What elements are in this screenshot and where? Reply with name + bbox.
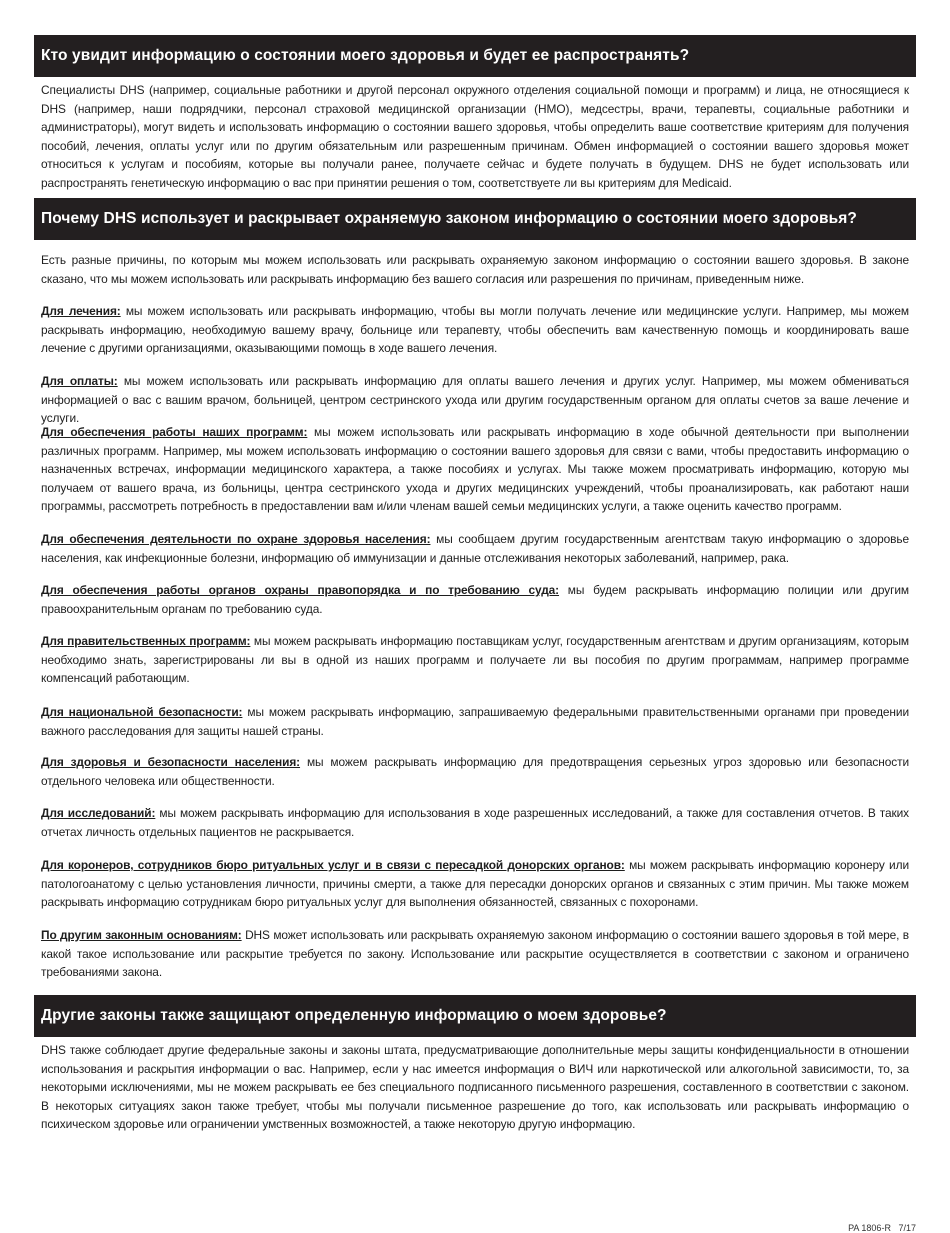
paragraph-text: мы можем раскрывать информацию для предотвращения серьезных угроз здоровью или безопасности отдельного человека или общественности.: [41, 755, 909, 788]
paragraph-public-health: [41, 530, 909, 567]
section-heading-other-laws: [34, 995, 916, 1037]
paragraph-who: Специалисты DHS (например, социальные работники и другой персонал окружного отделения социальной помощи и программ) и лица, не относящиеся к DHS (например, наши подрядчики, персонал страховой медицинской организации (HMO), медсестры, врачи, терапевты, социальные работники и администраторы), могут видеть и использовать информацию о состоянии вашего здоровья, чтобы определить ваше соответствие критериям для получения пособий, лечения, оплаты услуг или по другим обязательным или разрешенным причинам. Обмен информацией о состоянии вашего здоровья может относиться к услугам и пособиям, которые вы получали ранее, получаете сейчас и будете получать в будущем. DHS не будет использовать или распространять генетическую информацию о вас при принятии решения о том, соответствуете ли вы критериям для Medicaid.: [41, 83, 909, 190]
paragraph-government-programs: [41, 632, 909, 688]
paragraph-lead: Для оплаты:: [41, 374, 118, 388]
paragraph-lead: Для обеспечения деятельности по охране здоровья населения:: [41, 532, 431, 546]
section-heading-why: [34, 198, 916, 240]
paragraph-lead: Для обеспечения работы органов охраны правопорядка и по требованию суда:: [41, 583, 560, 597]
paragraph-text: мы можем раскрывать информацию для использования в ходе разрешенных исследований, а также для составления отчетов. В таких отчетах личность отдельных пациентов не раскрывается.: [41, 806, 910, 839]
section-heading-who: [34, 35, 916, 77]
form-number: PA 1806-R: [848, 1223, 891, 1233]
paragraph-research: [41, 804, 909, 841]
paragraph-text: мы будем раскрывать информацию полиции или другим правоохранительным органам по требованию суда.: [41, 583, 909, 616]
paragraph-text: DHS может использовать или раскрывать охраняемую законом информацию о состоянии вашего здоровья в той мере, в какой такое использование или раскрытие требуется по закону. Использование или раскрытие осуществляется в соответствии с законом и ограничено требованиями закона.: [41, 928, 909, 980]
paragraph-text: мы можем раскрывать информацию поставщикам услуг, государственным агентствам и другим организациям, которым необходимо знать, зарегистрированы ли вы в одной из наших программ и получаете ли вы пособия по другим программам, например программе компенсаций работающим.: [41, 634, 909, 686]
paragraph-text: мы можем раскрывать информацию коронеру или патологоанатому с целью установления личности, причины смерти, а также для пересадки донорских органов и связанных с этим причин. Мы также можем раскрывать информацию сотрудникам бюро ритуальных услуг для выполнения обязанностей, связанных с похоронами.: [41, 858, 909, 910]
paragraph-text: мы сообщаем другим государственным агентствам такую информацию о здоровье населения, как инфекционные болезни, информацию об иммунизации и данные отслеживания некоторых заболеваний, например, рака.: [41, 532, 909, 565]
paragraph-lead: Для коронеров, сотрудников бюро ритуальных услуг и в связи с пересадкой донорских органов:: [41, 858, 625, 872]
paragraph-programs: [41, 423, 909, 516]
paragraph-text: мы можем использовать или раскрывать информацию в ходе обычной деятельности при выполнении различных программ. Например, мы можем использовать информацию о состоянии вашего здоровья для связи с вами, чтобы предоставить информацию о назначенных встречах, информации медицинского характера, а также пособиях и услугах. Мы также можем просматривать информацию, которую мы получаем от вашего врача, из больницы, центра сестринского ухода и других медицинских учреждений, чтобы проанализировать, как работают наши программы, рассмотреть потребность в предоставлении вам и/или членам вашей семьи медицинских услуги, а также оценить качество программ.: [41, 425, 909, 514]
heading-text: Почему DHS использует и раскрывает охраняемую законом информацию о состоянии моего здоровья?: [41, 210, 857, 227]
paragraph-lead: Для здоровья и безопасности населения:: [41, 755, 301, 769]
paragraph-lead: Для лечения:: [41, 304, 121, 318]
form-footer: [848, 1223, 916, 1233]
paragraph-lead: Для обеспечения работы наших программ:: [41, 425, 308, 439]
paragraph-text: мы можем использовать или раскрывать информацию, чтобы вы могли получать лечение или медицинские услуги. Например, мы можем раскрывать информацию, необходимую вашему врачу, больнице или терапевту, чтобы обеспечить вам качественную помощь и координировать ваше лечение с другими организациями, оказывающими помощь в ходе вашего лечения.: [41, 304, 909, 356]
paragraph-lead: Для национальной безопасности:: [41, 705, 243, 719]
paragraph-other-legal: [41, 926, 909, 982]
heading-text: Кто увидит информацию о состоянии моего здоровья и будет ее распространять?: [41, 47, 690, 64]
form-date: 7/17: [898, 1223, 916, 1233]
paragraph-other-laws: DHS также соблюдает другие федеральные законы и законы штата, предусматривающие дополнительные меры защиты конфиденциальности в отношении использования и раскрытия информации о вас. Например, если у нас имеется информация о ВИЧ или наркотической или алкогольной зависимости, то, за некоторыми исключениями, мы не можем раскрывать ее без специального подписанного письменного разрешения, составленного в соответствии с законом. В некоторых ситуациях закон также требует, чтобы мы получали письменное разрешение до того, как использовать или раскрывать информацию о психическом здоровье или ограничении умственных возможностей, а также некоторую другую информацию.: [41, 1043, 909, 1132]
paragraph-payment: [41, 372, 909, 428]
paragraph-public-safety: [41, 753, 909, 790]
paragraph-treatment: [41, 302, 909, 358]
paragraph-text: мы можем раскрывать информацию, запрашиваемую федеральными правительственными органами при проведении важного расследования для защиты нашей страны.: [41, 705, 909, 738]
heading-text: Другие законы также защищают определенную информацию о моем здоровье?: [41, 1007, 667, 1024]
paragraph-national-security: [41, 703, 909, 740]
paragraph-coroners: [41, 856, 909, 912]
paragraph-text: мы можем использовать или раскрывать информацию для оплаты вашего лечения и других услуг. Например, мы можем обмениваться информацией о вас с вашим врачом, больницей, центром сестринского ухода или другим государственным органом для оплаты счетов за ваше лечение и услуги.: [41, 374, 909, 426]
paragraph-lead: Для правительственных программ:: [41, 634, 251, 648]
paragraph-lead: По другим законным основаниям:: [41, 928, 242, 942]
paragraph-why-intro: Есть разные причины, по которым мы можем использовать или раскрывать охраняемую законом информацию о состоянии вашего здоровья. В законе сказано, что мы можем использовать или раскрывать информацию без вашего согласия или разрешения по причинам, приведенным ниже.: [41, 253, 909, 286]
paragraph-lead: Для исследований:: [41, 806, 156, 820]
paragraph-law-enforcement: [41, 581, 909, 618]
